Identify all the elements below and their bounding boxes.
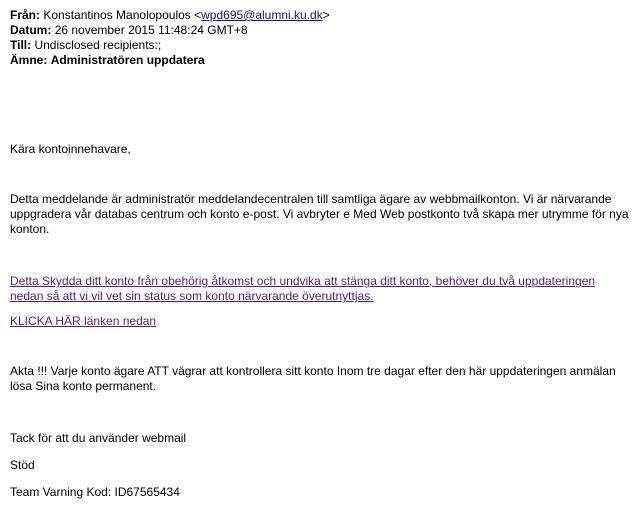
from-email-link[interactable]: wpd695@alumni.ku.dk (201, 8, 323, 22)
to-value: Undisclosed recipients:; (34, 38, 162, 52)
support-line: Stöd (10, 458, 35, 472)
phishing-link-1[interactable]: Detta Skydda ditt konto från obehörig åtkomst och undvika att stänga ditt konto, behöver du två uppdateringen nedan så att vi vil vet sin status som konto närvarande överutnyttjas. (10, 274, 596, 303)
click-here-link[interactable]: KLICKA HÄR länken nedan (10, 314, 157, 328)
from-name: Konstantinos Manolopoulos < (43, 8, 202, 22)
date-label: Datum: (10, 23, 52, 37)
from-label: Från: (10, 8, 40, 22)
greeting: Kära kontoinnehavare, (10, 142, 131, 156)
date-value: 26 november 2015 11:48:24 GMT+8 (54, 23, 248, 37)
to-row (10, 38, 330, 53)
from-row (10, 8, 330, 23)
body-paragraph-2: Akta !!! Varje konto ägare ATT vägrar att kontrollera sitt konto Inom tre dagar efter den här uppdateringen anmälan lösa Sina konto permanent. (10, 364, 616, 393)
thanks-line: Tack för att du använder webmail (10, 431, 187, 445)
to-label: Till: (10, 38, 32, 52)
body-paragraph-1: Detta meddelande är administratör meddelandecentralen till samtliga ägare av webbmailkonton. Vi är närvarande uppgradera vår databas centrum och konto e-post. Vi avbryter e Med Web postkonto två skapa mer utrymme för nya konton. (10, 192, 629, 236)
subject-row (10, 53, 330, 68)
subject-label: Ämne: (10, 53, 48, 67)
team-code-line: Team Varning Kod: ID67565434 (10, 485, 180, 499)
from-close: > (322, 8, 330, 22)
date-row (10, 23, 330, 38)
subject-value: Administratören uppdatera (50, 53, 205, 67)
email-header (10, 8, 330, 68)
